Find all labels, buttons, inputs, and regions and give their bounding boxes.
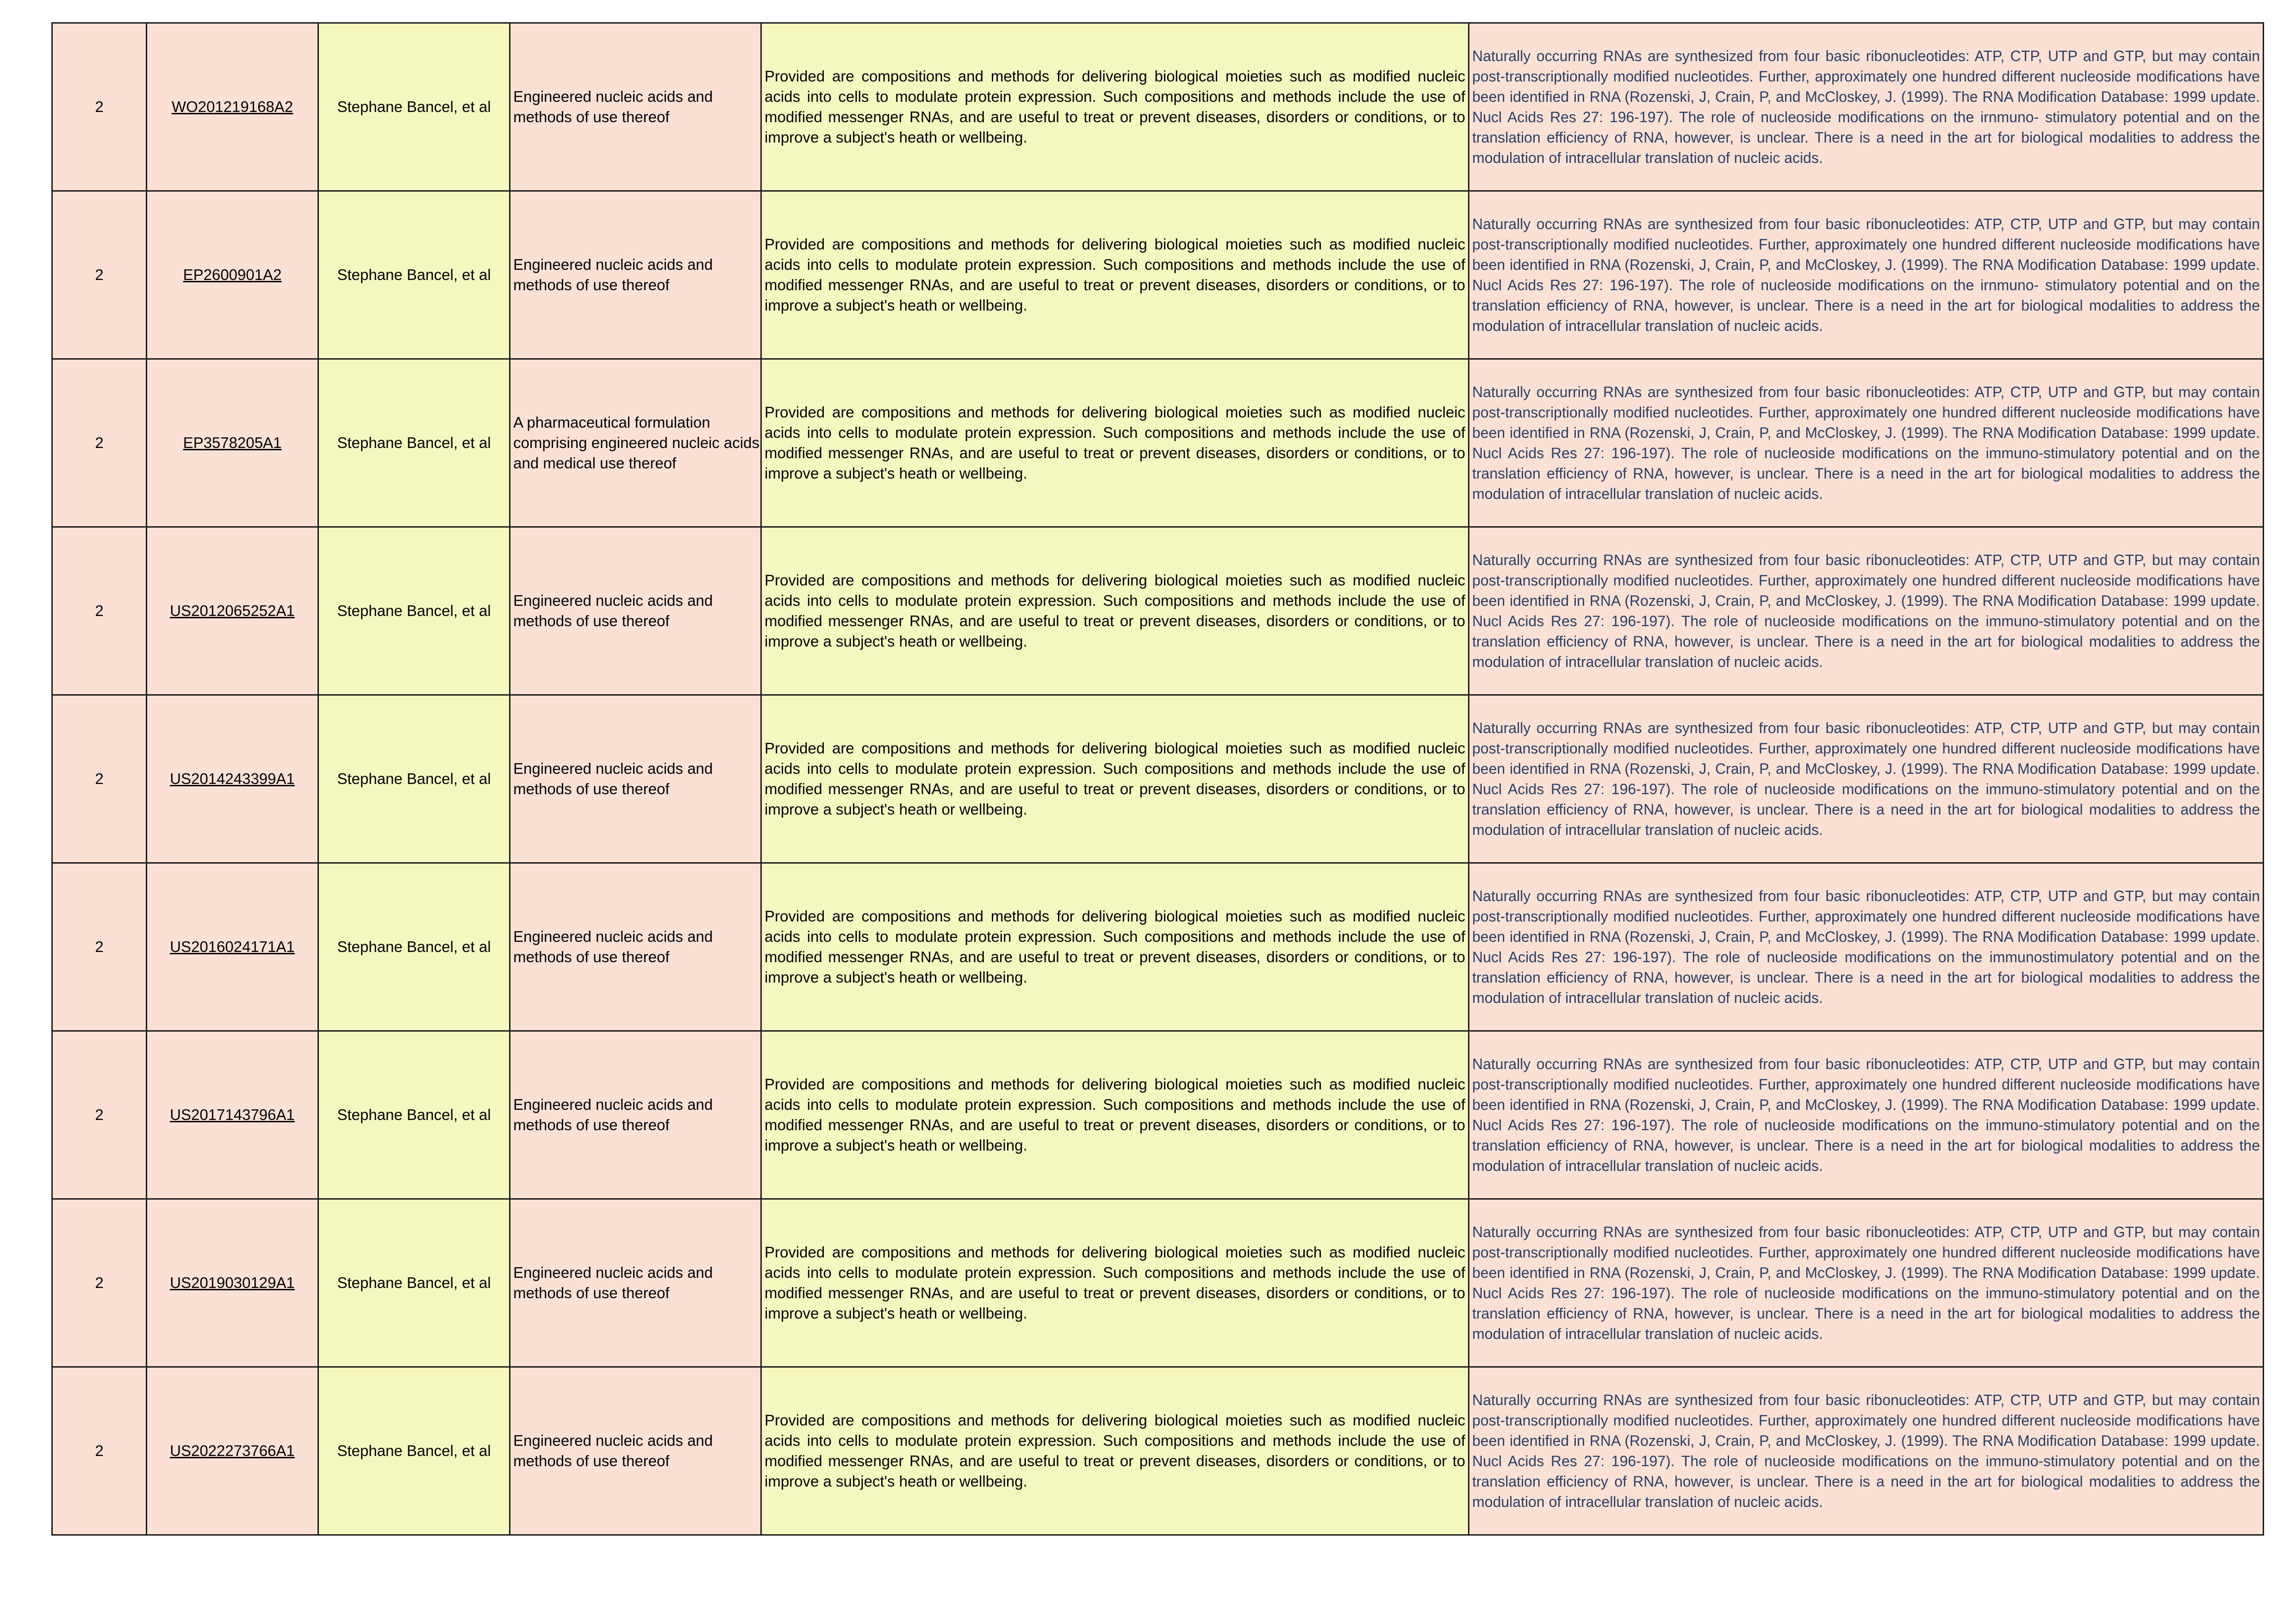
patent-title: Engineered nucleic acids and methods of use thereof	[513, 1432, 713, 1469]
inventor-name: Stephane Bancel, et al	[337, 770, 491, 787]
publication-number-link[interactable]: EP3578205A1	[183, 434, 282, 451]
patent-abstract: Provided are compositions and methods for delivering biological moieties such as modified nucleic acids into cells to modulate protein expression. Such compositions and methods include the use of modified messenger RNAs, and are useful to treat or prevent diseases, disorders or conditions, or to improve a subject's heath or wellbeing.	[765, 1244, 1465, 1322]
inventor-name: Stephane Bancel, et al	[337, 938, 491, 955]
table-row	[52, 1367, 2264, 1535]
publication-number-cell	[147, 359, 318, 527]
patent-background: Naturally occurring RNAs are synthesized from four basic ribonucleotides: ATP, CTP, UTP and GTP, but may contain post-transcriptionally modified nucleotides. Further, approximately one hundred different nucleoside modifications have been identified in RNA (Rozenski, J, Crain, P, and McCloskey, J. (1999). The RNA Modification Database: 1999 update. Nucl Acids Res 27: 196-197). The role of nucleoside modifications on the immuno-stimulatory potential and on the translation efficiency of RNA, however, is unclear. There is a need in the art for biological modalities to address the modulation of intracellular translation of nucleic acids.	[1472, 1392, 2260, 1510]
family-number: 2	[95, 434, 104, 451]
publication-number-cell	[147, 527, 318, 695]
publication-number-link[interactable]: US2019030129A1	[170, 1274, 295, 1291]
title-cell	[510, 527, 761, 695]
abstract-cell	[761, 695, 1469, 863]
table-row	[52, 359, 2264, 527]
abstract-cell	[761, 863, 1469, 1031]
abstract-cell	[761, 1367, 1469, 1535]
patent-title: Engineered nucleic acids and methods of use thereof	[513, 1264, 713, 1301]
publication-number-link[interactable]: US2014243399A1	[170, 770, 295, 787]
title-cell	[510, 863, 761, 1031]
family-number: 2	[95, 938, 104, 955]
table-row	[52, 863, 2264, 1031]
publication-number-link[interactable]: US2022273766A1	[170, 1442, 295, 1459]
title-cell	[510, 695, 761, 863]
publication-number-link[interactable]: US2016024171A1	[170, 938, 295, 955]
publication-number-cell	[147, 695, 318, 863]
family-number-cell	[52, 527, 147, 695]
inventor-cell	[318, 527, 510, 695]
family-number: 2	[95, 1274, 104, 1291]
patent-background: Naturally occurring RNAs are synthesized from four basic ribonucleotides: ATP, CTP, UTP and GTP, but may contain post-transcriptionally modified nucleotides. Further, approximately one hundred different nucleoside modifications have been identified in RNA (Rozenski, J, Crain, P, and McCloskey, J. (1999). The RNA Modification Database: 1999 update. Nucl Acids Res 27: 196-197). The role of nucleoside modifications on the irnmuno- stimulatory potential and on the translation efficiency of RNA, however, is unclear. There is a need in the art for biological modalities to address the modulation of intracellular translation of nucleic acids.	[1472, 216, 2260, 334]
patent-title: Engineered nucleic acids and methods of use thereof	[513, 592, 713, 629]
abstract-cell	[761, 1199, 1469, 1367]
family-number-cell	[52, 1367, 147, 1535]
background-cell	[1469, 191, 2264, 359]
publication-number-cell	[147, 1199, 318, 1367]
patent-title: A pharmaceutical formulation comprising engineered nucleic acids and medical use thereof	[513, 414, 759, 472]
family-number: 2	[95, 98, 104, 115]
inventor-cell	[318, 863, 510, 1031]
inventor-name: Stephane Bancel, et al	[337, 1442, 491, 1459]
patent-abstract: Provided are compositions and methods for delivering biological moieties such as modified nucleic acids into cells to modulate protein expression. Such compositions and methods include the use of modified messenger RNAs, and are useful to treat or prevent diseases, disorders or conditions, or to improve a subject's heath or wellbeing.	[765, 572, 1465, 650]
table-row	[52, 695, 2264, 863]
abstract-cell	[761, 1031, 1469, 1199]
table-row	[52, 527, 2264, 695]
inventor-name: Stephane Bancel, et al	[337, 1274, 491, 1291]
abstract-cell	[761, 359, 1469, 527]
inventor-cell	[318, 191, 510, 359]
patent-abstract: Provided are compositions and methods for delivering biological moieties such as modified nucleic acids into cells to modulate protein expression. Such compositions and methods include the use of modified messenger RNAs, and are useful to treat or prevent diseases, disorders or conditions, or to improve a subject's heath or wellbeing.	[765, 908, 1465, 986]
patent-title: Engineered nucleic acids and methods of use thereof	[513, 1096, 713, 1133]
patent-abstract: Provided are compositions and methods for delivering biological moieties such as modified nucleic acids into cells to modulate protein expression. Such compositions and methods include the use of modified messenger RNAs, and are useful to treat or prevent diseases, disorders or conditions, or to improve a subject's heath or wellbeing.	[765, 236, 1465, 314]
publication-number-link[interactable]: US2017143796A1	[170, 1106, 295, 1123]
patent-title: Engineered nucleic acids and methods of use thereof	[513, 760, 713, 797]
title-cell	[510, 1367, 761, 1535]
publication-number-cell	[147, 1367, 318, 1535]
publication-number-link[interactable]: WO201219168A2	[171, 98, 293, 115]
family-number-cell	[52, 695, 147, 863]
title-cell	[510, 1031, 761, 1199]
background-cell	[1469, 1031, 2264, 1199]
inventor-name: Stephane Bancel, et al	[337, 98, 491, 115]
patent-title: Engineered nucleic acids and methods of use thereof	[513, 928, 713, 965]
title-cell	[510, 23, 761, 191]
title-cell	[510, 191, 761, 359]
abstract-cell	[761, 23, 1469, 191]
patent-background: Naturally occurring RNAs are synthesized from four basic ribonucleotides: ATP, CTP, UTP and GTP, but may contain post-transcriptionally modified nucleotides. Further, approximately one hundred different nucleoside modifications have been identified in RNA (Rozenski, J, Crain, P, and McCloskey, J. (1999). The RNA Modification Database: 1999 update. Nucl Acids Res 27: 196-197). The role of nucleoside modifications on the irnmuno- stimulatory potential and on the translation efficiency of RNA, however, is unclear. There is a need in the art for biological modalities to address the modulation of intracellular translation of nucleic acids.	[1472, 48, 2260, 166]
family-number: 2	[95, 1106, 104, 1123]
patent-background: Naturally occurring RNAs are synthesized from four basic ribonucleotides: ATP, CTP, UTP and GTP, but may contain post-transcriptionally modified nucleotides. Further, approximately one hundred different nucleoside modifications have been identified in RNA (Rozenski, J, Crain, P, and McCloskey, J. (1999). The RNA Modification Database: 1999 update. Nucl Acids Res 27: 196-197). The role of nucleoside modifications on the immunostimulatory potential and on the translation efficiency of RNA, however, is unclear. There is a need in the art for biological modalities to address the modulation of intracellular translation of nucleic acids.	[1472, 888, 2260, 1006]
inventor-name: Stephane Bancel, et al	[337, 266, 491, 283]
patent-abstract: Provided are compositions and methods for delivering biological moieties such as modified nucleic acids into cells to modulate protein expression. Such compositions and methods include the use of modified messenger RNAs, and are useful to treat or prevent diseases, disorders or conditions, or to improve a subject's heath or wellbeing.	[765, 68, 1465, 146]
inventor-name: Stephane Bancel, et al	[337, 1106, 491, 1123]
publication-number-cell	[147, 23, 318, 191]
table-row	[52, 191, 2264, 359]
inventor-name: Stephane Bancel, et al	[337, 434, 491, 451]
family-number-cell	[52, 863, 147, 1031]
background-cell	[1469, 695, 2264, 863]
background-cell	[1469, 23, 2264, 191]
title-cell	[510, 1199, 761, 1367]
family-number-cell	[52, 359, 147, 527]
patent-background: Naturally occurring RNAs are synthesized from four basic ribonucleotides: ATP, CTP, UTP and GTP, but may contain post-transcriptionally modified nucleotides. Further, approximately one hundred different nucleoside modifications have been identified in RNA (Rozenski, J, Crain, P, and McCloskey, J. (1999). The RNA Modification Database: 1999 update. Nucl Acids Res 27: 196-197). The role of nucleoside modifications on the immuno-stimulatory potential and on the translation efficiency of RNA, however, is unclear. There is a need in the art for biological modalities to address the modulation of intracellular translation of nucleic acids.	[1472, 1056, 2260, 1174]
patent-background: Naturally occurring RNAs are synthesized from four basic ribonucleotides: ATP, CTP, UTP and GTP, but may contain post-transcriptionally modified nucleotides. Further, approximately one hundred different nucleoside modifications have been identified in RNA (Rozenski, J, Crain, P, and McCloskey, J. (1999). The RNA Modification Database: 1999 update. Nucl Acids Res 27: 196-197). The role of nucleoside modifications on the immuno-stimulatory potential and on the translation efficiency of RNA, however, is unclear. There is a need in the art for biological modalities to address the modulation of intracellular translation of nucleic acids.	[1472, 552, 2260, 670]
publication-number-cell	[147, 191, 318, 359]
abstract-cell	[761, 191, 1469, 359]
family-number-cell	[52, 191, 147, 359]
family-number-cell	[52, 1199, 147, 1367]
family-number: 2	[95, 266, 104, 283]
background-cell	[1469, 1367, 2264, 1535]
family-number: 2	[95, 770, 104, 787]
title-cell	[510, 359, 761, 527]
inventor-cell	[318, 359, 510, 527]
table-row	[52, 1199, 2264, 1367]
family-number: 2	[95, 602, 104, 619]
patent-abstract: Provided are compositions and methods for delivering biological moieties such as modified nucleic acids into cells to modulate protein expression. Such compositions and methods include the use of modified messenger RNAs, and are useful to treat or prevent diseases, disorders or conditions, or to improve a subject's heath or wellbeing.	[765, 1412, 1465, 1490]
patent-abstract: Provided are compositions and methods for delivering biological moieties such as modified nucleic acids into cells to modulate protein expression. Such compositions and methods include the use of modified messenger RNAs, and are useful to treat or prevent diseases, disorders or conditions, or to improve a subject's heath or wellbeing.	[765, 404, 1465, 482]
patent-rows	[52, 23, 2264, 1535]
family-number: 2	[95, 1442, 104, 1459]
publication-number-cell	[147, 1031, 318, 1199]
background-cell	[1469, 863, 2264, 1031]
inventor-cell	[318, 1367, 510, 1535]
inventor-cell	[318, 1199, 510, 1367]
family-number-cell	[52, 23, 147, 191]
patent-background: Naturally occurring RNAs are synthesized from four basic ribonucleotides: ATP, CTP, UTP and GTP, but may contain post-transcriptionally modified nucleotides. Further, approximately one hundred different nucleoside modifications have been identified in RNA (Rozenski, J, Crain, P, and McCloskey, J. (1999). The RNA Modification Database: 1999 update. Nucl Acids Res 27: 196-197). The role of nucleoside modifications on the immuno-stimulatory potential and on the translation efficiency of RNA, however, is unclear. There is a need in the art for biological modalities to address the modulation of intracellular translation of nucleic acids.	[1472, 1224, 2260, 1342]
background-cell	[1469, 359, 2264, 527]
inventor-cell	[318, 1031, 510, 1199]
patent-abstract: Provided are compositions and methods for delivering biological moieties such as modified nucleic acids into cells to modulate protein expression. Such compositions and methods include the use of modified messenger RNAs, and are useful to treat or prevent diseases, disorders or conditions, or to improve a subject's heath or wellbeing.	[765, 740, 1465, 818]
inventor-cell	[318, 23, 510, 191]
family-number-cell	[52, 1031, 147, 1199]
abstract-cell	[761, 527, 1469, 695]
publication-number-cell	[147, 863, 318, 1031]
patent-title: Engineered nucleic acids and methods of use thereof	[513, 88, 713, 125]
patent-table	[51, 22, 2264, 1536]
inventor-name: Stephane Bancel, et al	[337, 602, 491, 619]
table-row	[52, 23, 2264, 191]
background-cell	[1469, 1199, 2264, 1367]
patent-background: Naturally occurring RNAs are synthesized from four basic ribonucleotides: ATP, CTP, UTP and GTP, but may contain post-transcriptionally modified nucleotides. Further, approximately one hundred different nucleoside modifications have been identified in RNA (Rozenski, J, Crain, P, and McCloskey, J. (1999). The RNA Modification Database: 1999 update. Nucl Acids Res 27: 196-197). The role of nucleoside modifications on the immuno-stimulatory potential and on the translation efficiency of RNA, however, is unclear. There is a need in the art for biological modalities to address the modulation of intracellular translation of nucleic acids.	[1472, 720, 2260, 838]
patent-abstract: Provided are compositions and methods for delivering biological moieties such as modified nucleic acids into cells to modulate protein expression. Such compositions and methods include the use of modified messenger RNAs, and are useful to treat or prevent diseases, disorders or conditions, or to improve a subject's heath or wellbeing.	[765, 1076, 1465, 1154]
patent-background: Naturally occurring RNAs are synthesized from four basic ribonucleotides: ATP, CTP, UTP and GTP, but may contain post-transcriptionally modified nucleotides. Further, approximately one hundred different nucleoside modifications have been identified in RNA (Rozenski, J, Crain, P, and McCloskey, J. (1999). The RNA Modification Database: 1999 update. Nucl Acids Res 27: 196-197). The role of nucleoside modifications on the immuno-stimulatory potential and on the translation efficiency of RNA, however, is unclear. There is a need in the art for biological modalities to address the modulation of intracellular translation of nucleic acids.	[1472, 384, 2260, 502]
background-cell	[1469, 527, 2264, 695]
table-row	[52, 1031, 2264, 1199]
publication-number-link[interactable]: EP2600901A2	[183, 266, 282, 283]
patent-title: Engineered nucleic acids and methods of use thereof	[513, 256, 713, 293]
inventor-cell	[318, 695, 510, 863]
publication-number-link[interactable]: US2012065252A1	[170, 602, 295, 619]
